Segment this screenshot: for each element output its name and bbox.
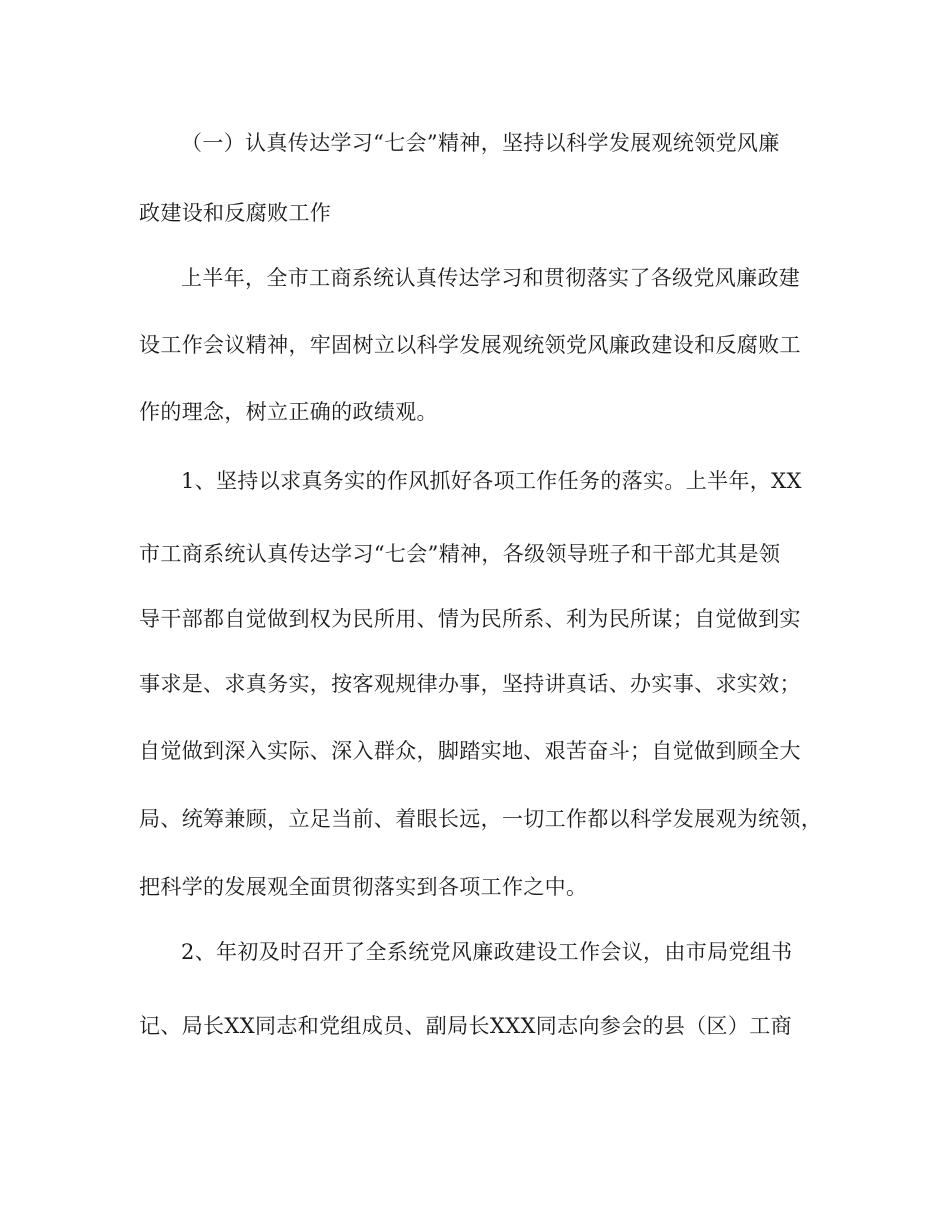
paragraph-2-line-4: 事求是、求真务实，按客观规律办事，坚持讲真话、办实事、求实效； (139, 672, 801, 696)
paragraph-1-line-3: 作的理念，树立正确的政绩观。 (139, 400, 438, 424)
paragraph-1-line-1: 上半年，全市工商系统认真传达学习和贯彻落实了各级党风廉政建 (181, 266, 801, 290)
section-heading-line-1: （一）认真传达学习“七会”精神，坚持以科学发展观统领党风廉 (181, 131, 780, 155)
paragraph-2-line-1: 1、坚持以求真务实的作风抓好各项工作任务的落实。上半年，XX (181, 469, 802, 493)
section-heading-line-2: 政建设和反腐败工作 (139, 201, 332, 225)
paragraph-3-line-1: 2、年初及时召开了全系统党风廉政建设工作会议，由市局党组书 (181, 940, 793, 964)
paragraph-2-line-3: 导干部都自觉做到权为民所用、情为民所系、利为民所谋；自觉做到实 (139, 607, 801, 631)
paragraph-2-line-5: 自觉做到深入实际、深入群众，脚踏实地、艰苦奋斗；自觉做到顾全大 (139, 739, 801, 763)
paragraph-2-line-6: 局、统筹兼顾，立足当前、着眼长远，一切工作都以科学发展观为统领， (139, 807, 823, 831)
paragraph-2-line-7: 把科学的发展观全面贯彻落实到各项工作之中。 (139, 875, 588, 899)
paragraph-1-line-2: 设工作会议精神，牢固树立以科学发展观统领党风廉政建设和反腐败工 (139, 333, 801, 357)
paragraph-2-line-2: 市工商系统认真传达学习“七会”精神，各级领导班子和干部尤其是领 (139, 542, 781, 566)
paragraph-3-line-2: 记、局长XX同志和党组成员、副局长XXX同志向参会的县（区）工商 (139, 1014, 792, 1038)
